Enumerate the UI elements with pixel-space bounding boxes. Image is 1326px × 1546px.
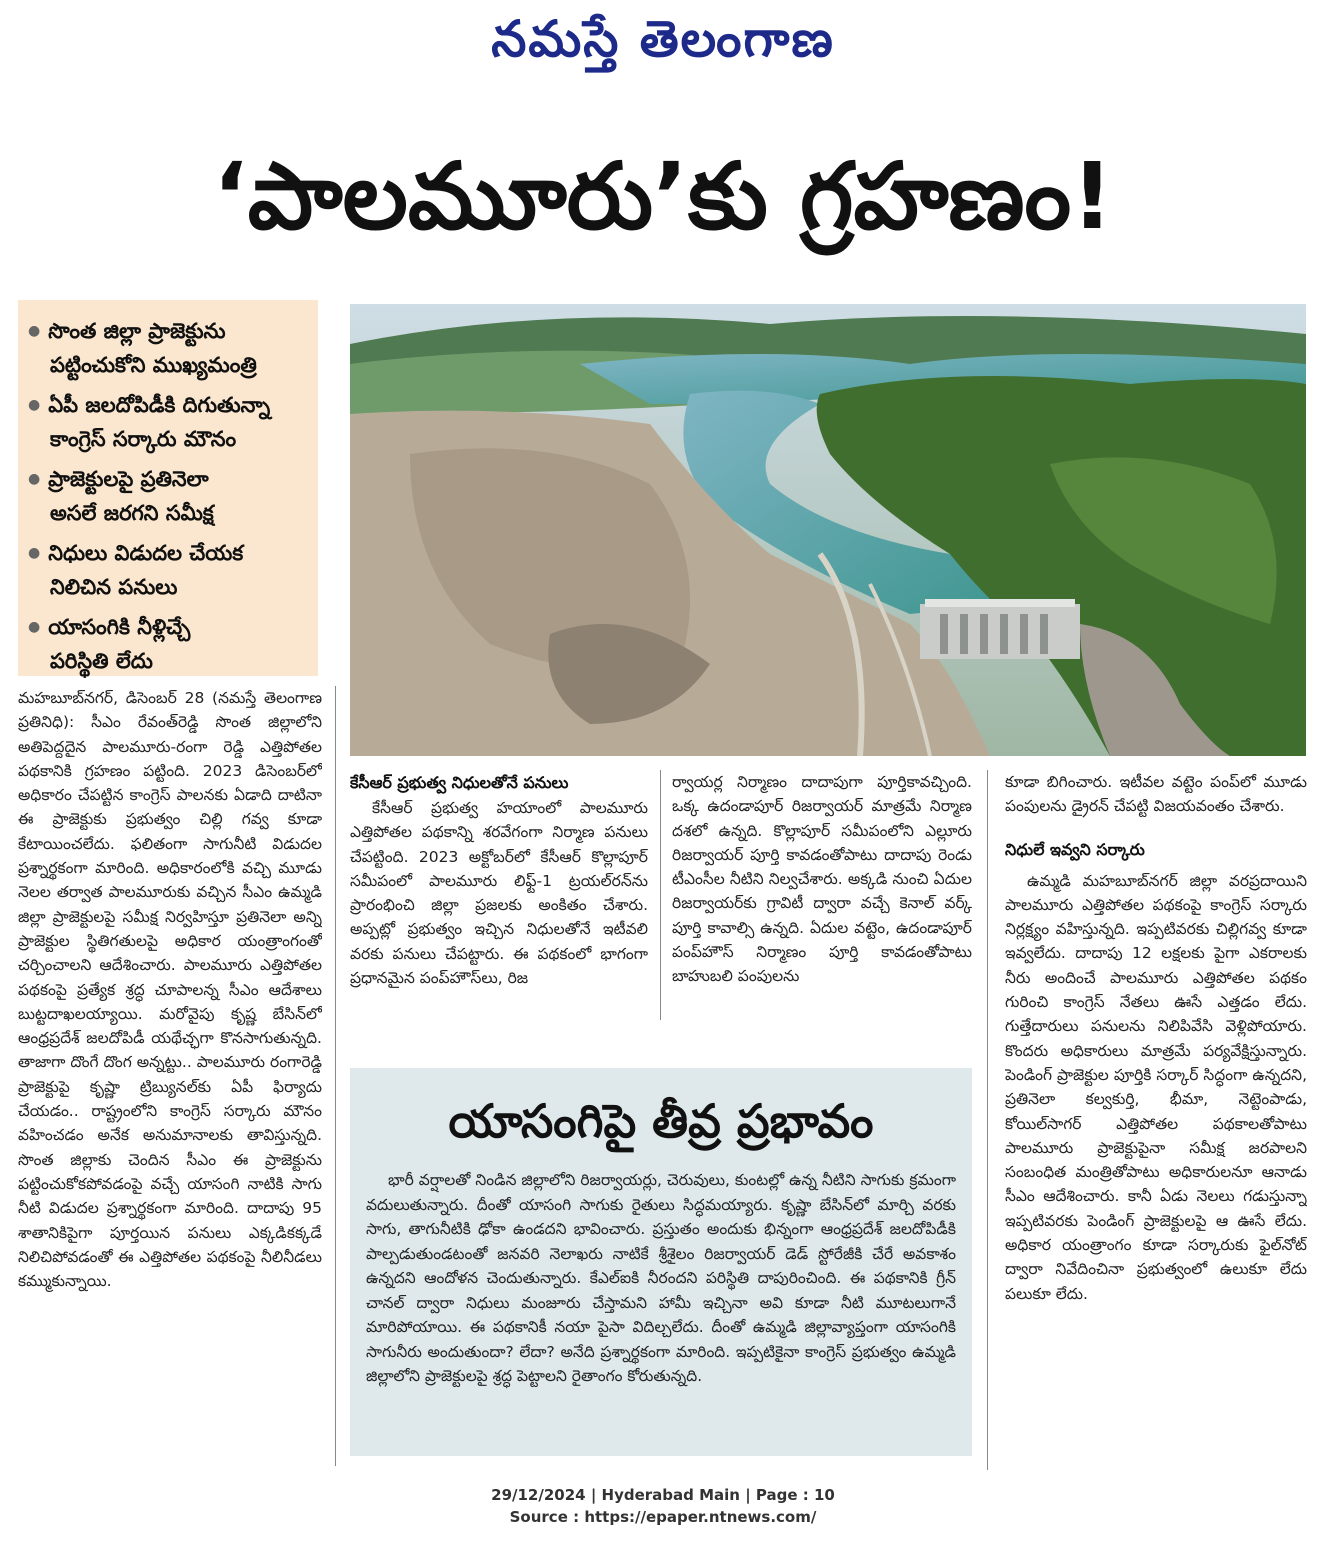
article-paragraph: ఉమ్మడి మహబూబ్‌నగర్ జిల్లా వరప్రదాయిని పాలమూరు ఎత్తిపోతల పథకంపై కాంగ్రెస్ సర్కారు నిర్లక్ష్యం వహిస్తున్నది. ఇప్పటివరకు చిల్లిగవ్వ కూడా ఇవ్వలేదు. దాదాపు 12 లక్షలకు పైగా ఎకరాలకు నీరు అందించే పాలమూరు ఎత్తిపోతల పథకం గురించి కాంగ్రెస్ నేతలు ఊసే ఎత్తడం లేదు. గుత్తేదారులు పనులను నిలిపివేసి వెళ్లిపోయారు. కొందరు అధికారులు మాత్రమే పర్యవేక్షిస్తున్నారు. పెండింగ్ ప్రాజెక్టుల పూర్తికి సర్కార్ సిద్ధంగా ఉన్నదని, ప్రతినెలా కల్వకుర్తి, భీమా, నెట్టెంపాడు, కోయిల్‌సాగర్ ఎత్తిపోతల పథకాలతోపాటు పాలమూరు ప్రాజెక్టుపైనా సమీక్ష జరపాలని సంబంధిత మంత్రితోపాటు అధికారులనూ ఆనాడు సీఎం ఆదేశించారు. కానీ ఏడు నెలలు గడుస్తున్నా ఇప్పటివరకు పెండింగ్ ప్రాజెక్టులపై ఆ ఊసే లేదు. అధికార యంత్రాంగం కూడా సర్కారుకు ఫైల్‌నోట్ ద్వారా నివేదించినా ప్రభుత్వంలో ఉలుకూ లేదు పలుకూ లేదు. [1005, 871, 1307, 1303]
highlight-line: ● యాసంగికి నీళ్లిచ్చే [28, 610, 308, 644]
highlight-line: అసలే జరగని సమీక్ష [50, 501, 214, 525]
highlight-line: ● ప్రాజెక్టులపై ప్రతినెలా [28, 462, 308, 496]
article-paragraph: మహబూబ్‌నగర్, డిసెంబర్ 28 (నమస్తే తెలంగాణ ప్రతినిధి): సీఎం రేవంత్‌రెడ్డి సొంత జిల్లాలోని అతిపెద్దదైన పాలమూరు-రంగా రెడ్డి ఎత్తిపోతల పథకానికి గ్రహణం పట్టింది. 2023 డిసెంబర్‌లో అధికారం చేపట్టిన కాంగ్రెస్ పాలనకు ఏడాది దాటినా ఈ ప్రాజెక్టుకు ప్రభుత్వం చిల్లి గవ్వ కూడా కేటాయించలేదు. ఫలితంగా సాగునీటి విడుదల ప్రశ్నార్థకంగా మారింది. అధికారంలోకి వచ్చి మూడు నెలల తర్వాత పాలమూరుకు వచ్చిన సీఎం ఉమ్మడి జిల్లా ప్రాజెక్టులపై సమీక్ష నిర్వహిస్తూ ప్రతినెలా అన్ని ప్రాజెక్టుల స్థితిగతులపై అధికార యంత్రాంగంతో చర్చించాలని ఆదేశించారు. పాలమూరు ఎత్తిపోతల పథకంపై ప్రత్యేక శ్రద్ధ చూపాలన్న సీఎం ఆదేశాలు బుట్టదాఖలయ్యాయి. మరోవైపు కృష్ణ బేసిన్‌లో ఆంధ్రప్రదేశ్ జలదోపిడీ యథేచ్ఛగా కొనసాగుతున్నది. తాజాగా దొంగే దొంగ అన్నట్టు.. పాలమూరు రంగారెడ్డి ప్రాజెక్టుపై కృష్ణా ట్రిబ్యునల్‌కు ఏపీ ఫిర్యాదు చేయడం.. రాష్ట్రంలోని కాంగ్రెస్ సర్కారు మౌనం వహించడం అనేక అనుమానాలకు తావిస్తున్నది. సొంత జిల్లాకు చెందిన సీఎం ఈ ప్రాజెక్టును పట్టించుకోకపోవడంపై వచ్చే యాసంగి నాటికి సాగు నీటి విడుదల ప్రశ్నార్థకంగా మారింది. దాదాపు 95 శాతానికిపైగా పూర్తయిన పనులు ఎక్కడికక్కడే నిలిచిపోవడంతో ఈ ఎత్తిపోతల పథకంపై నీలినీడలు కమ్ముకున్నాయి. [18, 689, 322, 1291]
sidebar-story-box [350, 1068, 972, 1456]
article-column-2 [350, 770, 648, 1020]
highlight-item [28, 536, 308, 604]
highlight-item [28, 462, 308, 530]
page-footer [0, 1484, 1326, 1528]
highlight-line: పట్టించుకోని ముఖ్యమంత్రి [50, 353, 257, 377]
page-headline: ‘పాలమూరు’కు గ్రహణం! [212, 143, 1114, 250]
highlight-line: ● ఏపీ జలదోపిడీకి దిగుతున్నా [28, 388, 308, 422]
highlight-line: ● నిధులు విడుదల చేయక [28, 536, 308, 570]
highlight-line: ● సొంత జిల్లా ప్రాజెక్టును [28, 314, 308, 348]
sidebar-story-title: యాసంగిపై తీవ్ర ప్రభావం [448, 1094, 874, 1148]
article-column-4 [1005, 770, 1307, 1470]
highlight-line: నిలిచిన పనులు [50, 575, 178, 599]
footer-source: Source : https://epaper.ntnews.com/ [509, 1508, 817, 1526]
article-paragraph: కూడా బిగించారు. ఇటీవల వట్టెం పంప్‌లో మూడు పంపులను డ్రైరన్ చేపట్టి విజయవంతం చేశారు. [1005, 773, 1307, 816]
sidebar-story-body [366, 1168, 956, 1389]
article-paragraph: కేసీఆర్ ప్రభుత్వ హయాంలో పాలమూరు ఎత్తిపోతల పథకాన్ని శరవేగంగా నిర్మాణ పనులు చేపట్టింది. 2023 అక్టోబర్‌లో కేసీఆర్ కొల్లాపూర్ సమీపంలో పాలమూరు లిఫ్ట్-1 ట్రయల్‌రన్‌ను ప్రారంభించి జిల్లా ప్రజలకు అంకితం చేశారు. అప్పట్లో ప్రభుత్వం ఇచ్చిన నిధులతోనే ఇటీవలి వరకు పనులు చేపట్టారు. ఈ పథకంలో భాగంగా ప్రధానమైన పంప్‌హౌస్‌లు, రిజ [350, 799, 648, 988]
column-divider [335, 686, 336, 1466]
highlight-item [28, 314, 308, 382]
highlight-item [28, 610, 308, 678]
article-column-3 [672, 770, 972, 1020]
column-divider [987, 770, 988, 1470]
column-divider [660, 770, 661, 1020]
highlight-item [28, 388, 308, 456]
highlight-line: కాంగ్రెస్ సర్కారు మౌనం [50, 427, 237, 451]
section-subheading: నిధులే ఇవ్వని సర్కారు [1005, 839, 1145, 859]
footer-date-edition: 29/12/2024 | Hyderabad Main | Page : 10 [491, 1486, 835, 1504]
photo-caption: కేసీఆర్ ప్రభుత్వ నిధులతోనే పనులు [350, 773, 569, 792]
masthead-logo: నమస్తే తెలంగాణ [491, 9, 835, 68]
reservoir-aerial-photo [350, 304, 1306, 756]
article-column-1 [18, 686, 322, 1472]
article-paragraph: భారీ వర్షాలతో నిండిన జిల్లాలోని రిజర్వాయర్లు, చెరువులు, కుంటల్లో ఉన్న నీటిని సాగుకు క్రమంగా వదులుతున్నారు. దీంతో యాసంగి సాగుకు రైతులు సిద్ధమయ్యారు. కృష్ణా బేసిన్‌లో మార్చి వరకు సాగు, తాగునీటికి ఢోకా ఉండదని భావించారు. ప్రస్తుతం అందుకు భిన్నంగా ఆంధ్రప్రదేశ్ జలదోపిడీకి పాల్పడుతుండటంతో జనవరి నెలాఖరు నాటికే శ్రీశైలం రిజర్వాయర్ డెడ్ స్టోరేజీకి చేరే అవకాశం ఉన్నదని ఆందోళన చెందుతున్నారు. కేఎల్ఐకి నీరందని పరిస్థితి దాపురించింది. ఈ పథకానికి గ్రీన్ చానల్ ద్వారా నిధులు మంజూరు చేస్తామని హామీ ఇచ్చినా అవి కూడా నీటి మూటలుగానే మారిపోయాయి. ఈ పథకానికీ నయా పైసా విదిల్చలేదు. దీంతో ఉమ్మడి జిల్లావ్యాప్తంగా యాసంగికి సాగునీరు అందుతుందా? లేదా? అనేది ప్రశ్నార్థకంగా మారింది. ఇప్పటికైనా కాంగ్రెస్ ప్రభుత్వం ఉమ్మడి జిల్లాలోని ప్రాజెక్టులపై శ్రద్ధ పెట్టాలని రైతాంగం కోరుతున్నది. [366, 1171, 956, 1385]
highlight-line: పరిస్థితి లేదు [50, 649, 153, 673]
highlights-box [18, 300, 318, 676]
article-paragraph: ర్వాయర్ల నిర్మాణం దాదాపుగా పూర్తికావచ్చింది. ఒక్క ఉదండాపూర్ రిజర్వాయర్ మాత్రమే నిర్మాణ దశలో ఉన్నది. కొల్లాపూర్ సమీపంలోని ఎల్లూరు రిజర్వాయర్ పూర్తి కావడంతోపాటు దాదాపు రెండు టీఎంసీల నీటిని నిల్వచేశారు. అక్కడి నుంచి ఏదుల రిజర్వాయర్‌కు గ్రావిటీ ద్వారా వచ్చే కెనాల్ వర్క్ పూర్తి కావాల్సి ఉన్నది. ఏదుల వట్టెం, ఉదండాపూర్ పంప్‌హౌస్ నిర్మాణం పూర్తి కావడంతోపాటు బాహుబలి పంపులను [672, 773, 972, 986]
